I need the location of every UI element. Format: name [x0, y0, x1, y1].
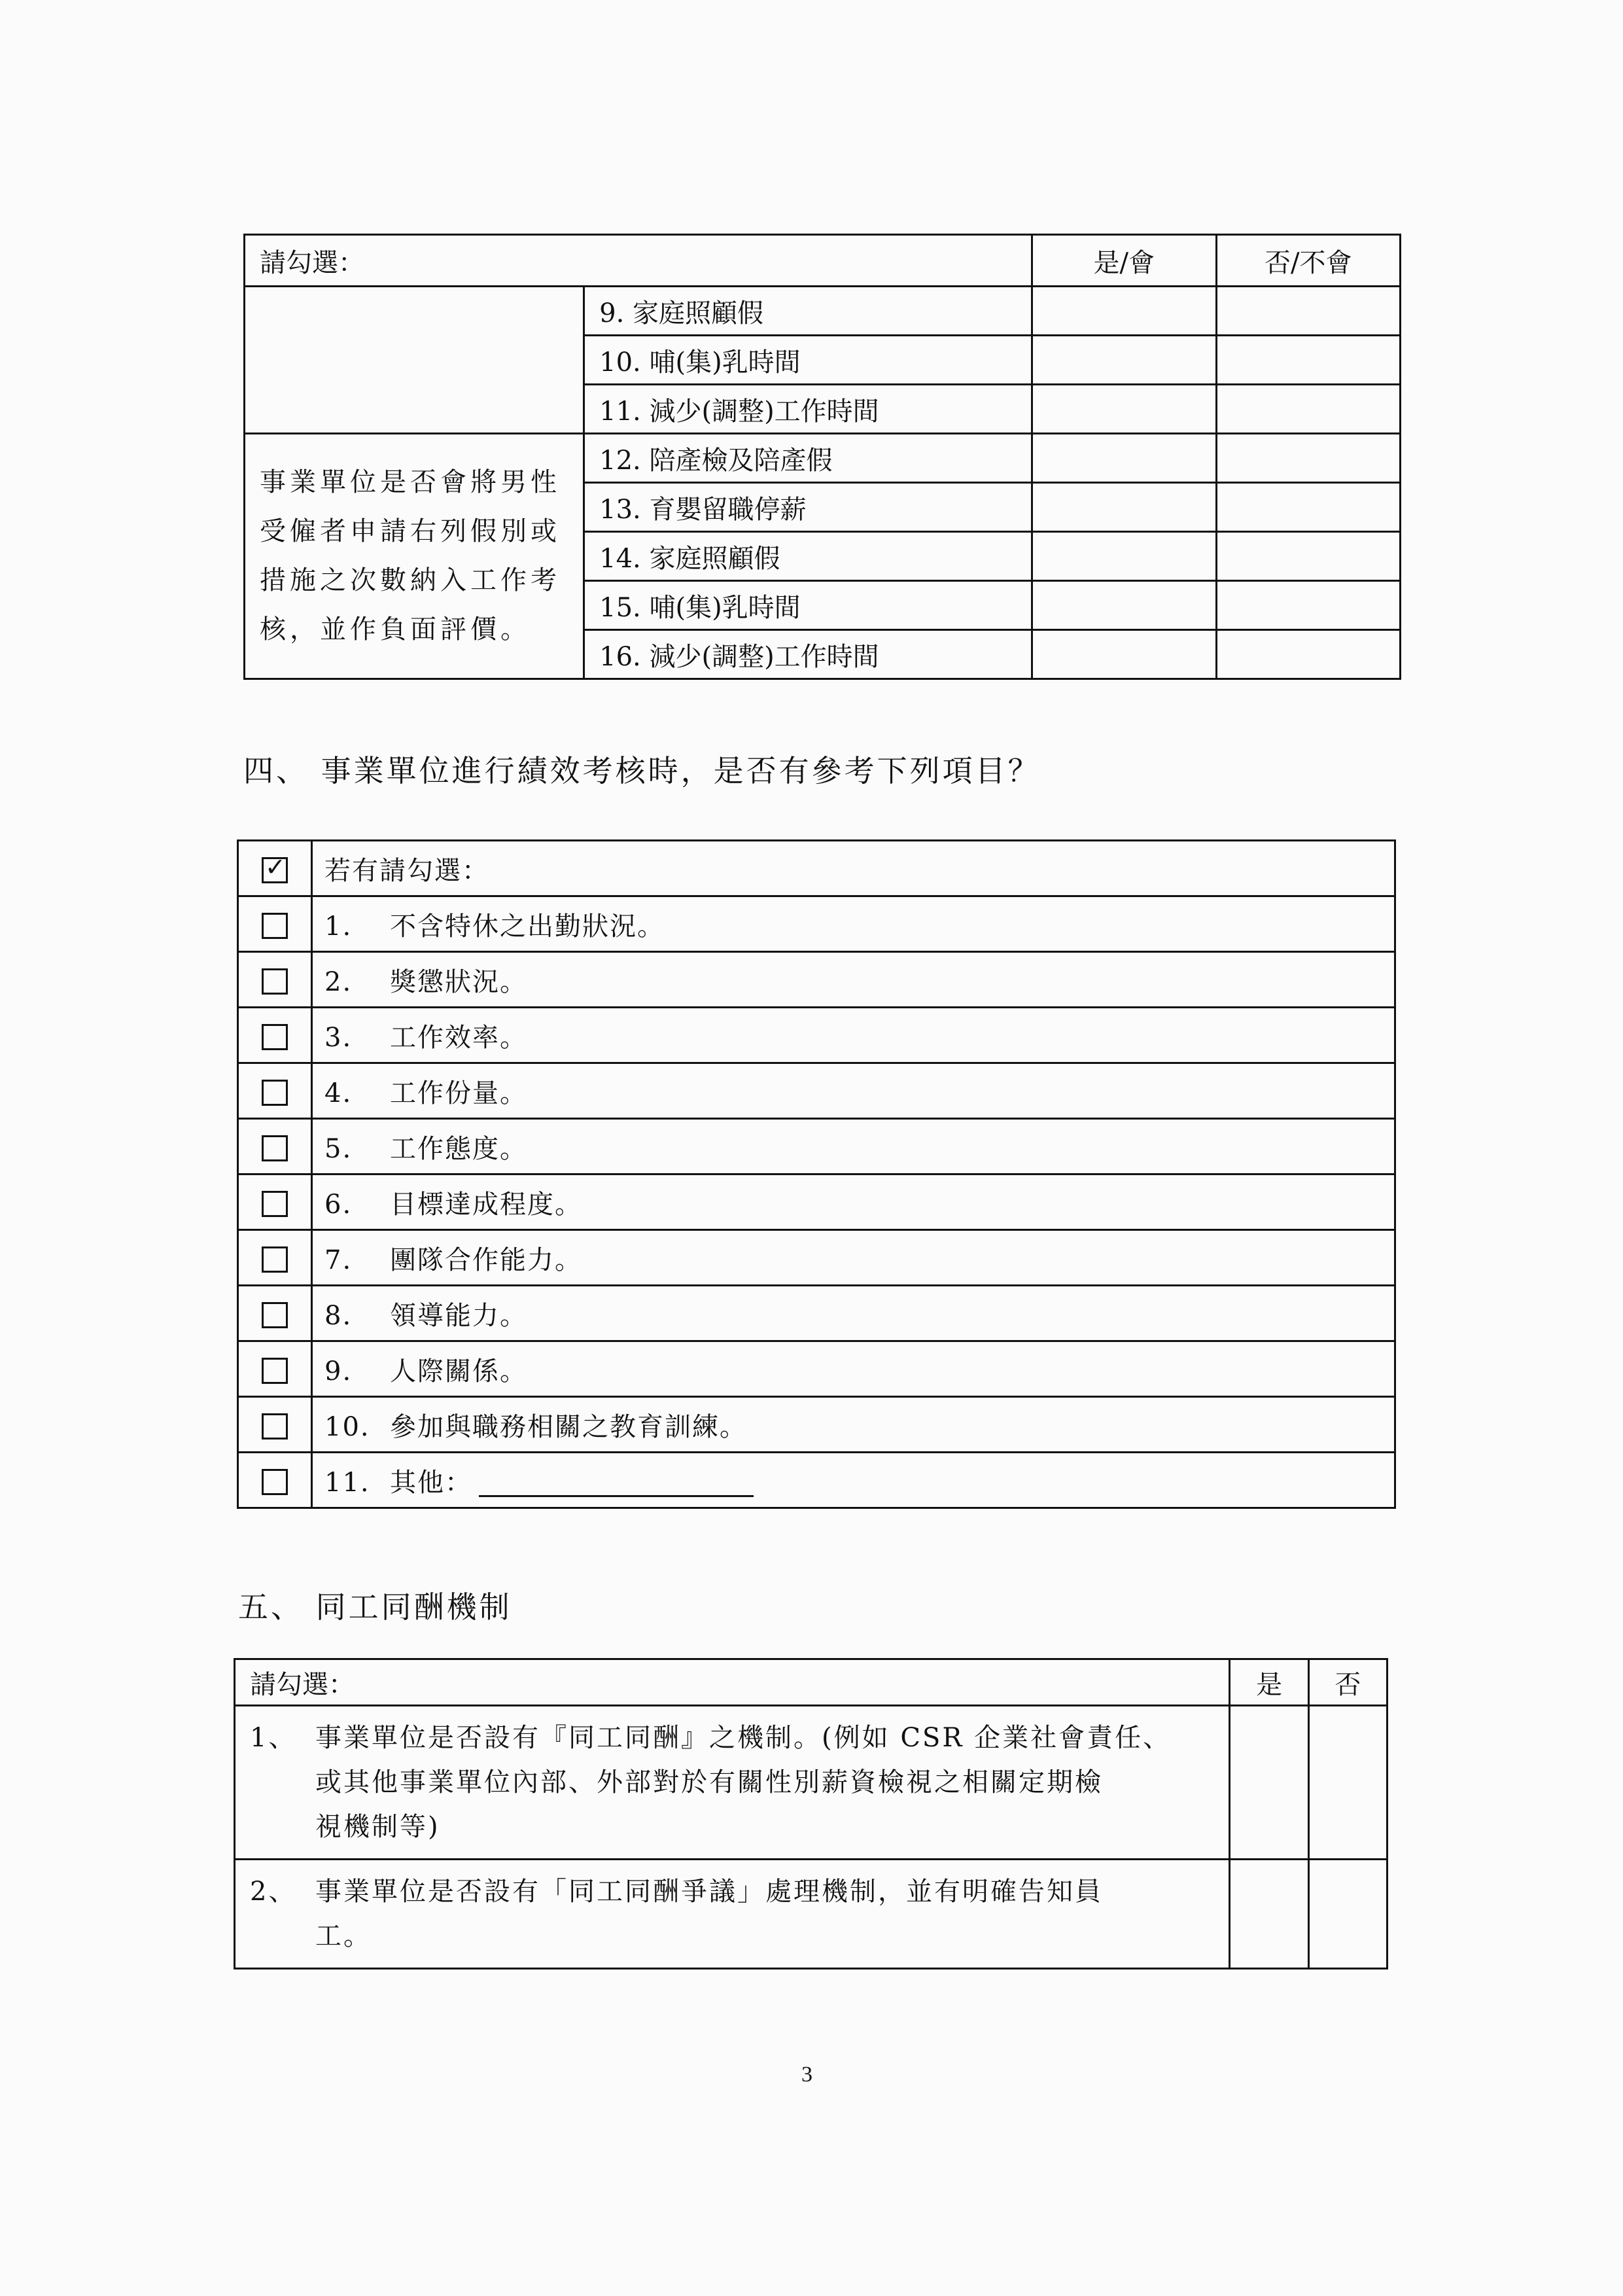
question-1: 1、 事業單位是否設有『同工同酬』之機制。(例如 CSR 企業社會責任、 或其他事業單位內部、外部對於有關性別薪資檢視之相關定期檢 視機制等) — [235, 1706, 1230, 1860]
checkbox[interactable] — [262, 1302, 288, 1328]
checkbox[interactable] — [262, 1135, 288, 1161]
no-cell[interactable] — [1216, 434, 1401, 483]
checkbox[interactable] — [262, 1191, 288, 1217]
leave-evaluation-table — [243, 234, 1401, 680]
yes-cell[interactable] — [1032, 483, 1216, 532]
list-item: 9. 人際關係。 — [312, 1341, 1395, 1397]
checkbox[interactable] — [262, 1358, 288, 1384]
checkbox[interactable] — [262, 913, 288, 939]
leave-item: 14. 家庭照顧假 — [584, 532, 1032, 581]
list-item: 2. 獎懲狀況。 — [312, 952, 1395, 1008]
group-a-label — [245, 287, 584, 434]
header-checkbox-cell[interactable] — [238, 841, 312, 896]
table1-prompt: 請勾選： — [245, 235, 1032, 287]
yes-cell[interactable] — [1032, 434, 1216, 483]
yes-cell[interactable] — [1230, 1860, 1308, 1969]
leave-item: 11. 減少(調整)工作時間 — [584, 385, 1032, 434]
table3-yes-header: 是 — [1230, 1659, 1308, 1706]
table1-yes-header: 是/會 — [1032, 235, 1216, 287]
leave-item: 13. 育嬰留職停薪 — [584, 483, 1032, 532]
leave-item: 10. 哺(集)乳時間 — [584, 336, 1032, 385]
checkbox[interactable] — [262, 1024, 288, 1050]
checkbox[interactable] — [262, 968, 288, 995]
question-2: 2、 事業單位是否設有「同工同酬爭議」處理機制，並有明確告知員 工。 — [235, 1860, 1230, 1969]
leave-item: 15. 哺(集)乳時間 — [584, 581, 1032, 630]
list-item: 7. 團隊合作能力。 — [312, 1230, 1395, 1286]
checkbox[interactable] — [262, 1080, 288, 1106]
list-item: 1. 不含特休之出勤狀況。 — [312, 896, 1395, 952]
list-item: 6. 目標達成程度。 — [312, 1174, 1395, 1230]
table3-prompt: 請勾選： — [235, 1659, 1230, 1706]
no-cell[interactable] — [1216, 336, 1401, 385]
no-cell[interactable] — [1216, 483, 1401, 532]
group-b-label: 事業單位是否會將男性受僱者申請右列假別或措施之次數納入工作考核，並作負面評價。 — [245, 434, 584, 679]
yes-cell[interactable] — [1032, 630, 1216, 679]
yes-cell[interactable] — [1032, 385, 1216, 434]
no-cell[interactable] — [1308, 1706, 1387, 1860]
performance-review-table — [237, 839, 1396, 1509]
yes-cell[interactable] — [1230, 1706, 1308, 1860]
list-item: 8. 領導能力。 — [312, 1286, 1395, 1341]
leave-item: 12. 陪產檢及陪產假 — [584, 434, 1032, 483]
list-item: 10. 參加與職務相關之教育訓練。 — [312, 1397, 1395, 1453]
yes-cell[interactable] — [1032, 287, 1216, 336]
leave-item: 9. 家庭照顧假 — [584, 287, 1032, 336]
no-cell[interactable] — [1216, 532, 1401, 581]
checkbox[interactable] — [262, 1469, 288, 1495]
no-cell[interactable] — [1216, 385, 1401, 434]
section5-title: 五、 同工同酬機制 — [238, 1589, 512, 1625]
checkbox[interactable] — [262, 1246, 288, 1273]
list-item: 3. 工作效率。 — [312, 1008, 1395, 1063]
checked-checkbox-icon[interactable] — [262, 857, 288, 883]
equal-pay-table — [234, 1658, 1388, 1969]
table3-no-header: 否 — [1308, 1659, 1387, 1706]
no-cell[interactable] — [1308, 1860, 1387, 1969]
leave-item: 16. 減少(調整)工作時間 — [584, 630, 1032, 679]
list-item: 4. 工作份量。 — [312, 1063, 1395, 1119]
yes-cell[interactable] — [1032, 532, 1216, 581]
list-item: 11. 其他： — [312, 1453, 1395, 1508]
other-input-line[interactable] — [479, 1472, 754, 1497]
no-cell[interactable] — [1216, 287, 1401, 336]
yes-cell[interactable] — [1032, 336, 1216, 385]
section4-header: 若有請勾選： — [312, 841, 1395, 896]
no-cell[interactable] — [1216, 581, 1401, 630]
table1-no-header: 否/不會 — [1216, 235, 1401, 287]
yes-cell[interactable] — [1032, 581, 1216, 630]
checkbox[interactable] — [262, 1413, 288, 1439]
section4-title: 四、 事業單位進行績效考核時，是否有參考下列項目？ — [243, 753, 1041, 788]
page-number: 3 — [801, 2062, 812, 2087]
no-cell[interactable] — [1216, 630, 1401, 679]
list-item: 5. 工作態度。 — [312, 1119, 1395, 1174]
